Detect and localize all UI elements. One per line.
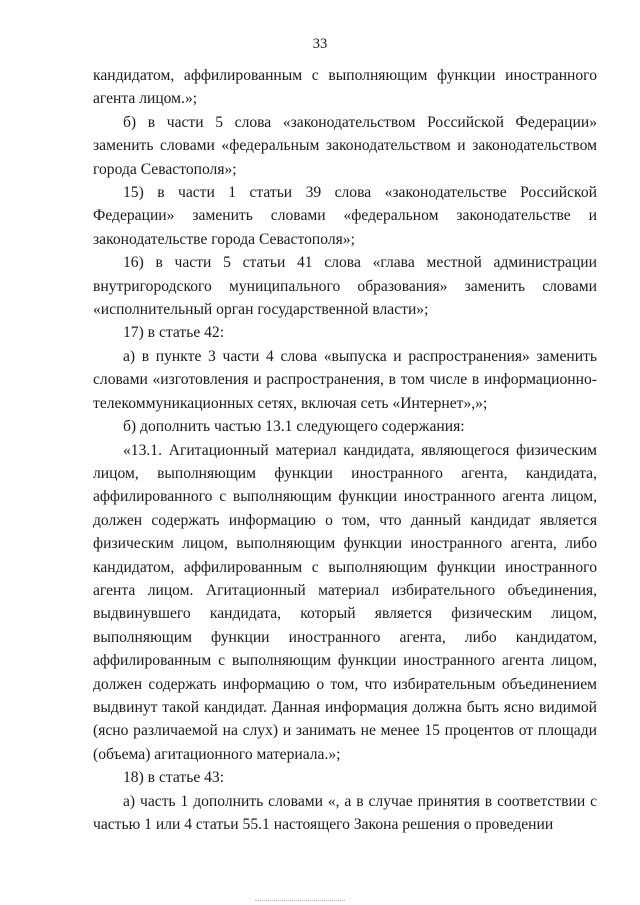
paragraph-item-18a: а) часть 1 дополнить словами «, а в случае принятия в соответствии с частью 1 или 4 статьи 55.1 настоящего Закона решения о проведении: [93, 792, 597, 833]
paragraph-item-17b: б) дополнить частью 13.1 следующего содержания:: [123, 418, 465, 436]
paragraph-item-17a: а) в пункте 3 части 4 слова «выпуска и распространения» заменить словами «изготовления и распространения, в том числе в информационно-телекоммуникационных сетях, включая сеть «Интернет»,»;: [93, 347, 597, 412]
paragraph-item-18: 18) в статье 43:: [123, 769, 225, 787]
page-number: 33: [312, 36, 328, 52]
paragraph-item-16: 16) в части 5 статьи 41 слова «глава местной администрации внутригородского муниципального образования» заменить словами «исполнительный орган государственной власти»;: [93, 254, 597, 319]
paragraph-item-15: 15) в части 1 статьи 39 слова «законодательстве Российской Федерации» заменить словами «федеральном законодательстве и законодательстве города Севастополя»;: [93, 184, 597, 248]
document-body: [93, 64, 597, 836]
paragraph-continuation: кандидатом, аффилированным с выполняющим функции иностранного агента лицом.»;: [93, 67, 597, 108]
paragraph-item-17: 17) в статье 42:: [123, 324, 225, 342]
paragraph-part-13-1: «13.1. Агитационный материал кандидата, являющегося физическим лицом, выполняющим функции иностранного агента, кандидата, аффилированного с выполняющим функции иностранного агента лицом, должен содержать информацию о том, что данный кандидат является физическим лицом, выполняющим функции иностранного агента, либо кандидатом, аффилированным с выполняющим функции иностранного агента лицом. Агитационный материал избирательного объединения, выдвинувшего кандидата, который является физическим лицом, выполняющим функции иностранного агента, либо кандидатом, аффилированным с выполняющим функции иностранного агента лицом, должен содержать информацию о том, что избирательным объединением выдвинут такой кандидат. Данная информация должна быть ясно видимой (ясно различаемой на слух) и занимать не менее 15 процентов от площади (объема) агитационного материала.»;: [93, 441, 597, 763]
paragraph-item-b-part-5: б) в части 5 слова «законодательством Российской Федерации» заменить словами «федеральным законодательством и законодательством города Севастополя»;: [93, 113, 597, 178]
scan-edge-mark: [255, 900, 345, 903]
